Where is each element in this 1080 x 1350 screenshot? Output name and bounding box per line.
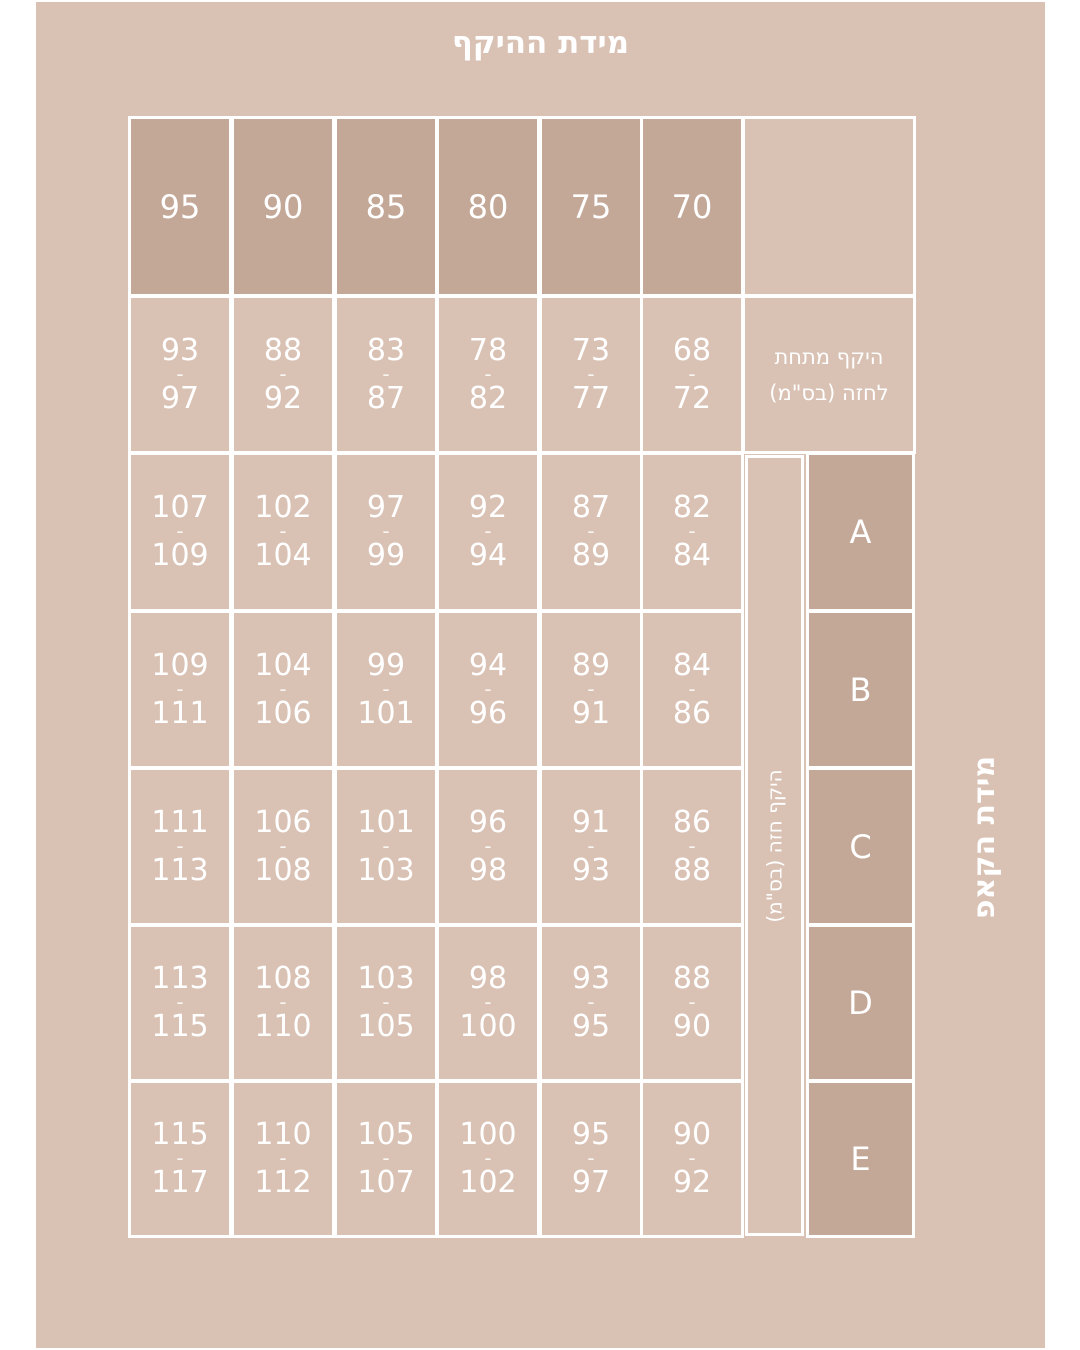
range-min: 95 xyxy=(571,1117,611,1152)
bust-range-cell xyxy=(334,1080,438,1238)
range-min: 96 xyxy=(468,804,508,840)
bust-range-cell xyxy=(334,924,438,1082)
range-min: 93 xyxy=(571,961,611,996)
over-bust-label-column xyxy=(745,455,804,1236)
bust-range-cell xyxy=(128,452,232,612)
range-max: 101 xyxy=(357,695,415,731)
bust-range-cell xyxy=(128,1080,232,1238)
range-min: 103 xyxy=(357,961,415,996)
range-separator: - xyxy=(688,1146,696,1170)
range-max: 97 xyxy=(160,380,200,416)
range-max: 105 xyxy=(357,1009,415,1044)
range-max: 102 xyxy=(459,1165,517,1200)
range-separator: - xyxy=(382,1146,390,1170)
band-size-cell: 80 xyxy=(436,116,540,297)
range-max: 88 xyxy=(672,852,712,888)
range-max: 91 xyxy=(571,695,611,731)
bust-range-cell xyxy=(128,767,232,926)
range-min: 107 xyxy=(151,490,209,525)
range-max: 98 xyxy=(468,852,508,888)
range-min: 73 xyxy=(571,332,611,368)
range-min: 84 xyxy=(672,647,712,683)
bust-range-cell xyxy=(640,610,744,769)
range-separator: - xyxy=(279,361,287,386)
range-separator: - xyxy=(176,833,184,858)
under-bust-cell xyxy=(436,295,540,454)
range-min: 100 xyxy=(459,1117,517,1152)
range-max: 93 xyxy=(571,852,611,888)
range-separator: - xyxy=(484,990,492,1014)
range-max: 77 xyxy=(571,380,611,416)
range-separator: - xyxy=(484,519,492,543)
bust-range-cell xyxy=(128,924,232,1082)
bust-range-cell xyxy=(640,767,744,926)
cup-size-title-text: מידת הקאפ xyxy=(967,755,1003,920)
range-min: 88 xyxy=(672,961,712,996)
range-max: 108 xyxy=(254,852,312,888)
range-separator: - xyxy=(382,676,390,701)
range-separator: - xyxy=(688,519,696,543)
range-max: 103 xyxy=(357,852,415,888)
range-max: 106 xyxy=(254,695,312,731)
range-max: 104 xyxy=(254,538,312,573)
range-separator: - xyxy=(484,676,492,701)
bust-range-cell xyxy=(231,767,335,926)
cup-label-c: C xyxy=(806,767,915,926)
range-min: 105 xyxy=(357,1117,415,1152)
range-separator: - xyxy=(176,519,184,543)
range-max: 82 xyxy=(468,380,508,416)
range-min: 113 xyxy=(151,961,209,996)
over-bust-label: היקף חזה (בס"מ) xyxy=(762,768,787,923)
range-max: 96 xyxy=(468,695,508,731)
range-max: 113 xyxy=(151,852,209,888)
range-min: 108 xyxy=(254,961,312,996)
range-separator: - xyxy=(688,361,696,386)
bust-range-cell xyxy=(334,767,438,926)
range-max: 112 xyxy=(254,1165,312,1200)
range-min: 111 xyxy=(151,804,209,840)
bust-range-cell xyxy=(128,610,232,769)
cup-label-e: E xyxy=(806,1080,915,1238)
under-bust-cell xyxy=(128,295,232,454)
range-max: 111 xyxy=(151,695,209,731)
range-separator: - xyxy=(176,1146,184,1170)
bust-range-cell xyxy=(436,610,540,769)
range-separator: - xyxy=(587,1146,595,1170)
bust-range-cell xyxy=(436,452,540,612)
range-max: 115 xyxy=(151,1009,209,1044)
range-min: 98 xyxy=(468,961,508,996)
range-min: 102 xyxy=(254,490,312,525)
range-separator: - xyxy=(279,833,287,858)
range-separator: - xyxy=(279,1146,287,1170)
under-bust-cell xyxy=(640,295,744,454)
range-max: 100 xyxy=(459,1009,517,1044)
range-separator: - xyxy=(587,990,595,1014)
range-max: 109 xyxy=(151,538,209,573)
bust-range-cell xyxy=(640,1080,744,1238)
range-max: 89 xyxy=(571,538,611,573)
range-separator: - xyxy=(688,676,696,701)
range-separator: - xyxy=(587,676,595,701)
range-min: 109 xyxy=(151,647,209,683)
under-bust-label: היקף מתחת לחזה (בס"מ) xyxy=(742,295,916,454)
range-separator: - xyxy=(279,519,287,543)
chart-title: מידת ההיקף xyxy=(451,25,630,61)
range-min: 88 xyxy=(263,332,303,368)
bust-range-cell xyxy=(539,924,643,1082)
range-min: 104 xyxy=(254,647,312,683)
corner-empty-cell xyxy=(742,116,916,297)
bust-range-cell xyxy=(539,610,643,769)
bust-range-cell xyxy=(640,924,744,1082)
range-separator: - xyxy=(587,833,595,858)
range-separator: - xyxy=(176,990,184,1014)
bust-range-cell xyxy=(640,452,744,612)
bust-range-cell xyxy=(436,1080,540,1238)
range-max: 72 xyxy=(672,380,712,416)
range-max: 90 xyxy=(672,1009,712,1044)
range-min: 93 xyxy=(160,332,200,368)
range-separator: - xyxy=(382,990,390,1014)
range-separator: - xyxy=(382,519,390,543)
range-max: 92 xyxy=(263,380,303,416)
band-size-cell: 70 xyxy=(640,116,744,297)
range-min: 110 xyxy=(254,1117,312,1152)
bust-range-cell xyxy=(436,924,540,1082)
range-max: 97 xyxy=(571,1165,611,1200)
range-max: 110 xyxy=(254,1009,312,1044)
range-min: 91 xyxy=(571,804,611,840)
cup-label-d: D xyxy=(806,924,915,1082)
range-separator: - xyxy=(382,833,390,858)
range-max: 84 xyxy=(672,538,712,573)
range-min: 89 xyxy=(571,647,611,683)
range-max: 92 xyxy=(672,1165,712,1200)
cup-label-b: B xyxy=(806,610,915,769)
range-separator: - xyxy=(587,519,595,543)
range-separator: - xyxy=(279,990,287,1014)
bust-range-cell xyxy=(231,610,335,769)
range-min: 83 xyxy=(366,332,406,368)
range-min: 101 xyxy=(357,804,415,840)
range-min: 99 xyxy=(366,647,406,683)
range-max: 107 xyxy=(357,1165,415,1200)
cup-size-title xyxy=(960,740,1010,935)
range-min: 97 xyxy=(366,490,406,525)
range-min: 106 xyxy=(254,804,312,840)
range-separator: - xyxy=(587,361,595,386)
range-min: 92 xyxy=(468,490,508,525)
range-max: 86 xyxy=(672,695,712,731)
range-separator: - xyxy=(176,361,184,386)
range-separator: - xyxy=(484,1146,492,1170)
range-separator: - xyxy=(382,361,390,386)
band-size-cell: 85 xyxy=(334,116,438,297)
bust-range-cell xyxy=(231,452,335,612)
cup-label-a: A xyxy=(806,452,915,612)
range-min: 82 xyxy=(672,490,712,525)
range-min: 90 xyxy=(672,1117,712,1152)
range-min: 68 xyxy=(672,332,712,368)
bust-range-cell xyxy=(436,767,540,926)
range-max: 94 xyxy=(468,538,508,573)
range-separator: - xyxy=(484,833,492,858)
band-size-cell: 75 xyxy=(539,116,643,297)
range-separator: - xyxy=(484,361,492,386)
bust-range-cell xyxy=(231,924,335,1082)
range-max: 87 xyxy=(366,380,406,416)
range-min: 94 xyxy=(468,647,508,683)
bust-range-cell xyxy=(334,452,438,612)
bust-range-cell xyxy=(539,767,643,926)
range-separator: - xyxy=(279,676,287,701)
bust-range-cell xyxy=(539,1080,643,1238)
range-min: 115 xyxy=(151,1117,209,1152)
band-size-cell: 95 xyxy=(128,116,232,297)
bust-range-cell xyxy=(334,610,438,769)
range-min: 87 xyxy=(571,490,611,525)
bust-range-cell xyxy=(539,452,643,612)
under-bust-cell xyxy=(231,295,335,454)
range-min: 78 xyxy=(468,332,508,368)
range-max: 95 xyxy=(571,1009,611,1044)
under-bust-cell xyxy=(539,295,643,454)
range-separator: - xyxy=(688,833,696,858)
under-bust-cell xyxy=(334,295,438,454)
range-min: 86 xyxy=(672,804,712,840)
range-separator: - xyxy=(176,676,184,701)
range-max: 117 xyxy=(151,1165,209,1200)
range-separator: - xyxy=(688,990,696,1014)
band-size-cell: 90 xyxy=(231,116,335,297)
bust-range-cell xyxy=(231,1080,335,1238)
range-max: 99 xyxy=(366,538,406,573)
